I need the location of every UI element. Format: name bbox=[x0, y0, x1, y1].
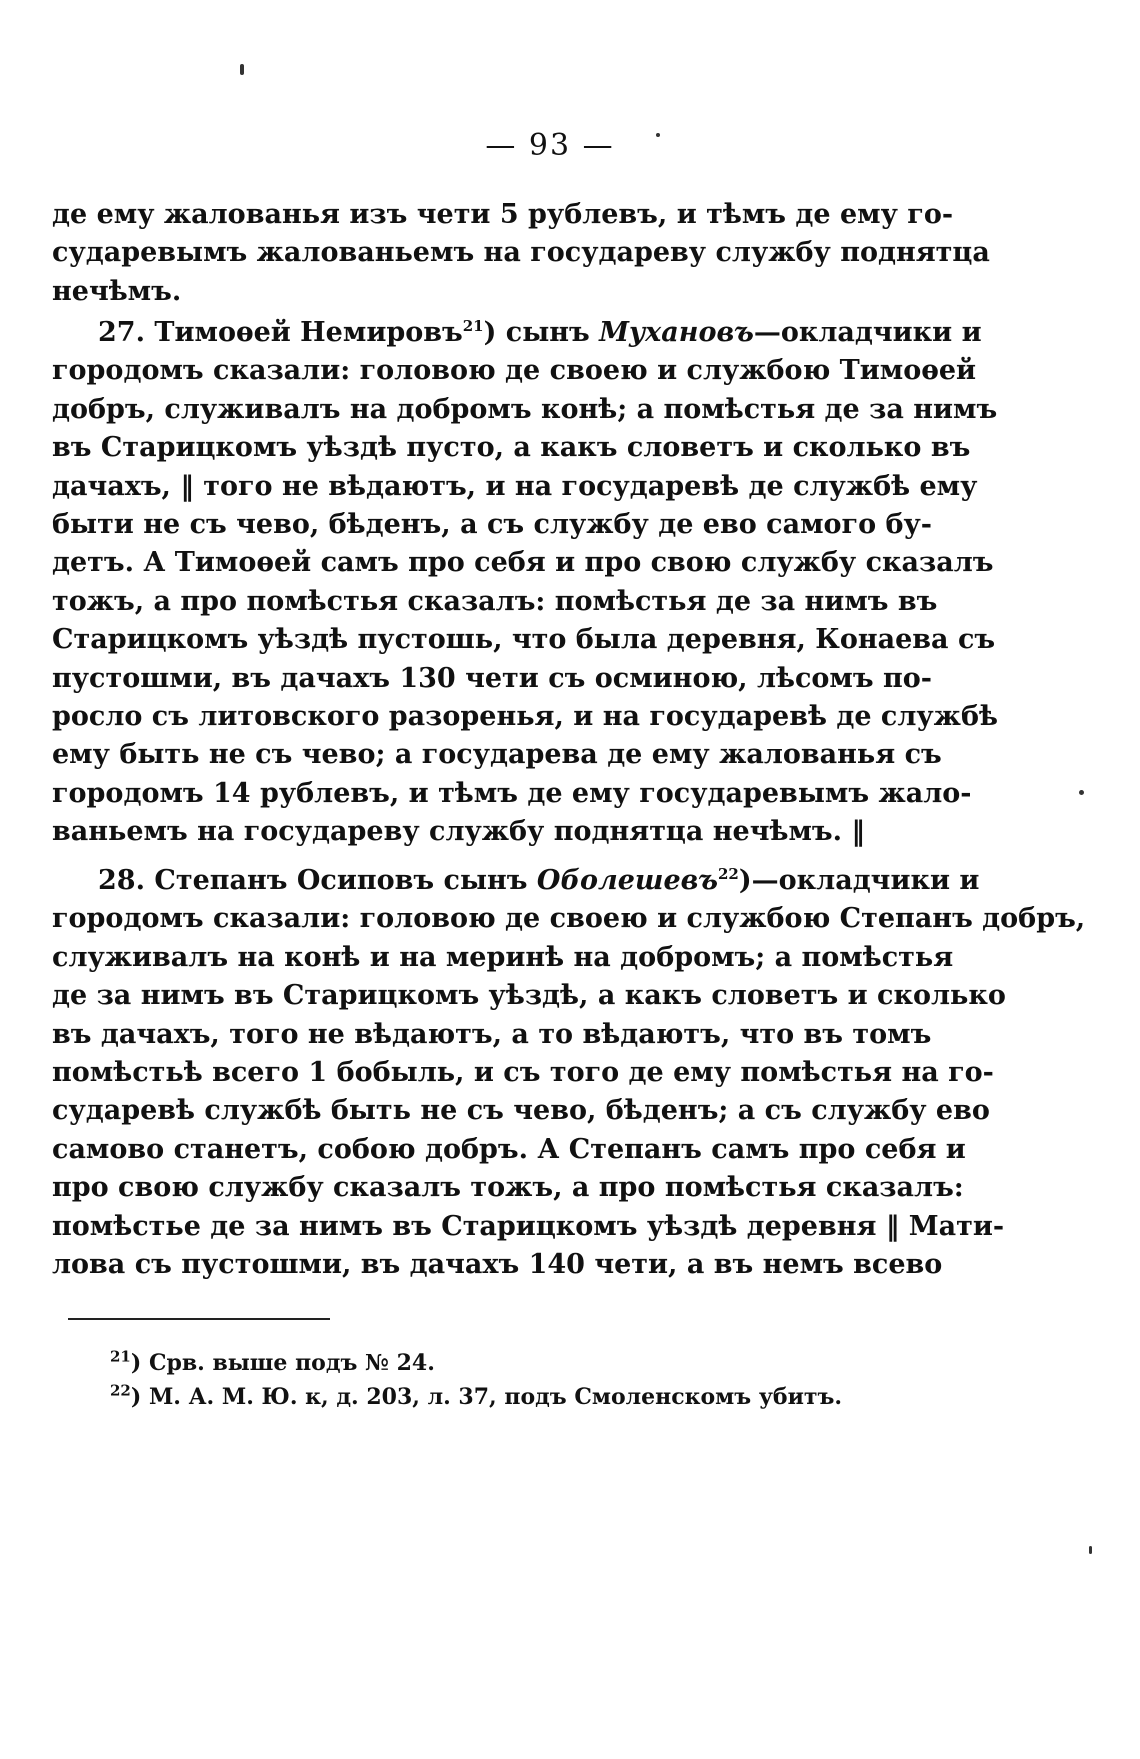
text-line: городомъ сказали: головою де своею и службою Степанъ добръ, bbox=[52, 903, 1086, 935]
text-line: въ дачахъ, того не вѣдаютъ, а то вѣдаютъ, что въ томъ bbox=[52, 1018, 932, 1050]
text-line: 28. Степанъ Осиповъ сынъ Оболешевъ$^{22}$)—окладчики и bbox=[98, 865, 980, 896]
text-line: тожъ, а про помѣстья сказалъ: помѣстья де за нимъ въ bbox=[52, 585, 938, 617]
surname: Мухановъ bbox=[599, 317, 754, 348]
text-line: помѣстье де за нимъ въ Старицкомъ уѣздѣ деревня ‖ Мати- bbox=[52, 1210, 1005, 1242]
text-line: ему быть не съ чево; а государева де ему жалованья съ bbox=[52, 739, 942, 771]
text-line: городомъ 14 рублевъ, и тѣмъ де ему государевымъ жало- bbox=[52, 777, 972, 809]
text-line: сударевымъ жалованьемъ на государеву службу поднятца bbox=[52, 237, 990, 269]
text-line: сударевѣ службѣ быть не съ чево, бѣденъ; а съ службу ево bbox=[52, 1095, 990, 1127]
text-line: добръ, служивалъ на добромъ конѣ; а помѣстья де за нимъ bbox=[52, 393, 998, 425]
entry-heading: 28. Степанъ Осиповъ сынъ bbox=[98, 865, 537, 896]
print-speck bbox=[1089, 1546, 1092, 1554]
footnote: $^{21}$) Срв. выше подъ № 24. bbox=[110, 1347, 435, 1376]
surname: Оболешевъ bbox=[536, 865, 718, 896]
text-line: дачахъ, ‖ того не вѣдаютъ, и на государевѣ де службѣ ему bbox=[52, 470, 978, 502]
paragraph-entry-28 bbox=[52, 862, 1086, 1284]
text-line: про свою службу сказалъ тожъ, а про помѣстья сказалъ: bbox=[52, 1172, 964, 1204]
footnote: $^{22}$) М. А. М. Ю. к, д. 203, л. 37, подъ Смоленскомъ убитъ. bbox=[110, 1381, 843, 1410]
entry-heading: 27. Тимоѳей Немировъ bbox=[98, 317, 463, 348]
text-line: помѣстьѣ всего 1 бобыль, и съ того де ему помѣстья на го- bbox=[52, 1056, 994, 1088]
footnote-ref: 21 bbox=[462, 317, 484, 335]
text-line: пустошми, въ дачахъ 130 чети съ осминою, лѣсомъ по- bbox=[52, 662, 932, 694]
page-number: — 93 — bbox=[485, 128, 615, 163]
footnotes bbox=[110, 1346, 870, 1414]
text-line: служивалъ на конѣ и на меринѣ на добромъ; а помѣстья bbox=[52, 941, 954, 973]
text-line: самово станетъ, собою добръ. А Степанъ самъ про себя и bbox=[52, 1133, 966, 1165]
text-line: де за нимъ въ Старицкомъ уѣздѣ, а какъ словетъ и сколько bbox=[52, 980, 1006, 1012]
text-line: де ему жалованья изъ чети 5 рублевъ, и тѣмъ де ему го- bbox=[52, 199, 954, 230]
paragraph-continuation bbox=[52, 196, 990, 311]
print-speck bbox=[240, 64, 244, 75]
text-line: детъ. А Тимоѳей самъ про себя и про свою службу сказалъ bbox=[52, 547, 994, 579]
text-line: въ Старицкомъ уѣздѣ пусто, а какъ словетъ и сколько въ bbox=[52, 432, 971, 464]
text-line: нечѣмъ. bbox=[52, 275, 182, 307]
text-line: Старицкомъ уѣздѣ пустошь, что была деревня, Конаева съ bbox=[52, 624, 996, 656]
text-line: росло съ литовского разоренья, и на государевѣ де службѣ bbox=[52, 700, 998, 732]
print-speck bbox=[1079, 790, 1084, 795]
footnote-divider bbox=[68, 1318, 330, 1320]
footnote-ref: 22 bbox=[718, 865, 739, 883]
paragraph-entry-27 bbox=[52, 314, 998, 851]
text-line: ваньемъ на государеву службу поднятца нечѣмъ. ‖ bbox=[52, 816, 865, 848]
footnote-number: 21 bbox=[110, 1347, 131, 1366]
text-line: 27. Тимоѳей Немировъ$^{21}$) сынъ Мухановъ—окладчики и bbox=[98, 317, 982, 348]
text-line: городомъ сказали: головою де своею и службою Тимоѳей bbox=[52, 355, 977, 387]
text-line: лова съ пустошми, въ дачахъ 140 чети, а въ немъ всево bbox=[52, 1248, 943, 1280]
footnote-number: 22 bbox=[110, 1381, 131, 1400]
text-line: быти не съ чево, бѣденъ, а съ службу де ево самого бу- bbox=[52, 508, 933, 540]
